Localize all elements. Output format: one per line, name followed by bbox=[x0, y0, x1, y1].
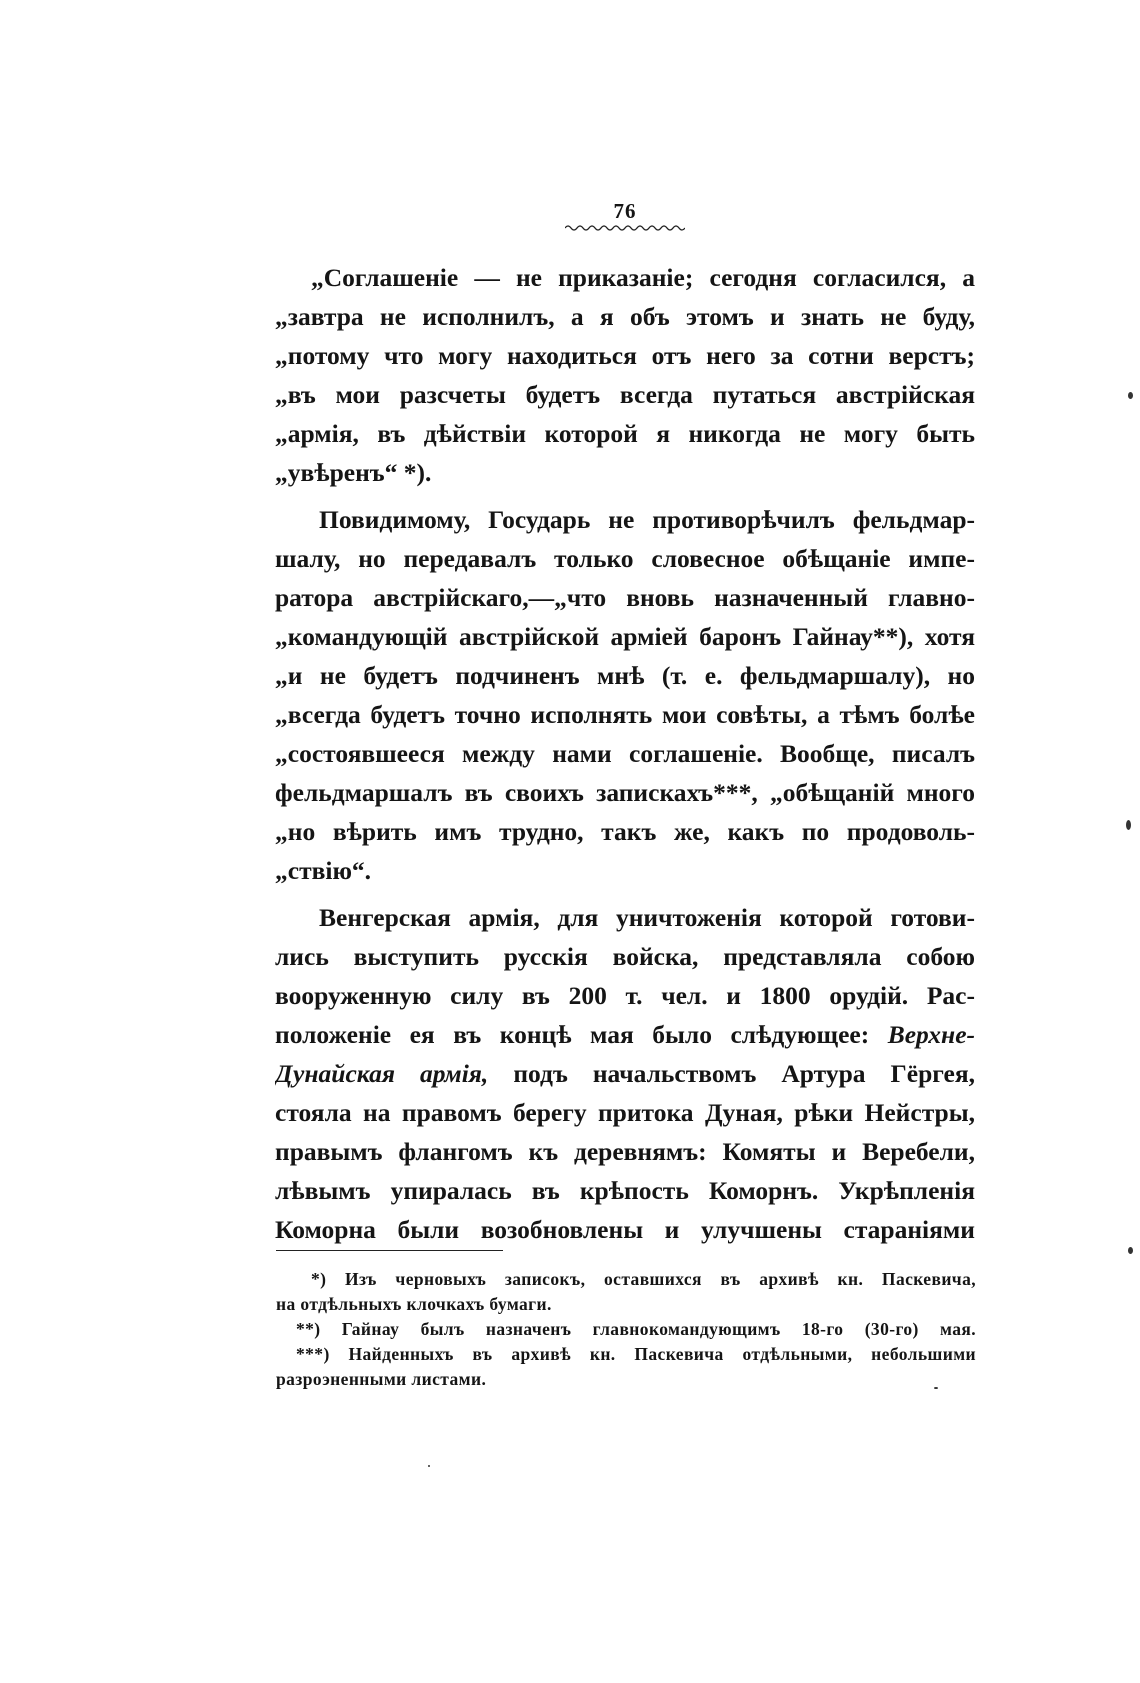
text-line: „ствiю“. bbox=[275, 856, 372, 885]
footnote-line: *) Изъ черновыхъ записокъ, оставшихся въ архивѣ кн. Паскевича, bbox=[311, 1269, 976, 1289]
text-line: шалу, но передавалъ только словесное обѣщанiе импе- bbox=[275, 544, 975, 573]
text-line bbox=[275, 1054, 975, 1093]
text-line: Венгерская армiя, для уничтоженiя которой готови- bbox=[319, 903, 975, 932]
text-line: правымъ флангомъ къ деревнямъ: Комяты и Веребели, bbox=[275, 1137, 975, 1166]
text-line: „Соглашенiе — не приказанiе; сегодня согласился, а bbox=[311, 263, 975, 292]
text-segment: подъ начальствомъ Артура Гёргея, bbox=[513, 1059, 975, 1088]
text-line: Повидимому, Государь не противорѣчилъ фельдмар- bbox=[319, 505, 975, 534]
text-line: „потому что могу находиться отъ него за сотни верстъ; bbox=[275, 341, 975, 370]
text-line: ратора австрiйскаго,—„что вновь назначенный главно- bbox=[275, 583, 975, 612]
text-line bbox=[275, 1015, 975, 1054]
text-line: „увѣренъ“ *). bbox=[275, 458, 432, 487]
text-line: „армiя, въ дѣйствiи которой я никогда не могу быть bbox=[275, 419, 975, 448]
footnote-line: **) Гайнау былъ назначенъ главнокомандующимъ 18-го (30-го) мая. bbox=[296, 1319, 976, 1339]
scan-speck bbox=[428, 1465, 430, 1467]
scan-speck bbox=[934, 1387, 938, 1389]
italic-term: Дунайская армiя, bbox=[275, 1059, 489, 1088]
text-line: фельдмаршалъ въ своихъ запискахъ***, „обѣщанiй много bbox=[275, 778, 975, 807]
text-line: вооруженную силу въ 200 т. чел. и 1800 орудiй. Рас- bbox=[275, 981, 975, 1010]
text-line: стояла на правомъ берегу притока Дуная, рѣки Нейстры, bbox=[275, 1098, 975, 1127]
footnote-line: разроэненными листами. bbox=[276, 1369, 487, 1389]
text-line: лись выступить русскiя войска, представляла собою bbox=[275, 942, 975, 971]
wavy-rule-ornament bbox=[565, 224, 685, 232]
italic-term: Верхне- bbox=[887, 1020, 975, 1049]
footnote-line: на отдѣльныхъ клочкахъ бумаги. bbox=[276, 1294, 552, 1314]
text-segment: положенiе ея въ концѣ мая было слѣдующее: bbox=[275, 1020, 870, 1049]
footnote-line: ***) Найденныхъ въ архивѣ кн. Паскевича отдѣльными, небольшими bbox=[296, 1344, 976, 1364]
paragraph-2 bbox=[275, 500, 975, 890]
text-line: „всегда будетъ точно исполнять мои совѣты, а тѣмъ болѣе bbox=[275, 700, 975, 729]
page-number: 76 bbox=[613, 199, 637, 223]
scan-speck bbox=[1126, 820, 1131, 830]
text-line: „въ мои разсчеты будетъ всегда путаться австрiйская bbox=[275, 380, 975, 409]
page-header bbox=[560, 200, 690, 232]
paragraph-3 bbox=[275, 898, 975, 1249]
text-line: „и не будетъ подчиненъ мнѣ (т. е. фельдмаршалу), но bbox=[275, 661, 975, 690]
text-line: „завтра не исполнилъ, а я объ этомъ и знать не буду, bbox=[275, 302, 975, 331]
paragraph-1 bbox=[275, 258, 975, 492]
text-line: лѣвымъ упиралась въ крѣпость Коморнъ. Укрѣпленiя bbox=[275, 1176, 975, 1205]
scan-speck bbox=[1128, 1247, 1133, 1254]
footnote-separator bbox=[276, 1250, 503, 1251]
footnotes bbox=[276, 1267, 976, 1392]
main-text bbox=[275, 258, 975, 1249]
text-line: „командующiй австрiйской армiей баронъ Гайнау**), хотя bbox=[275, 622, 975, 651]
scan-speck bbox=[1128, 392, 1133, 399]
text-line: „но вѣрить имъ трудно, такъ же, какъ по продоволь- bbox=[275, 817, 975, 846]
text-line: Коморна были возобновлены и улучшены старанiями bbox=[275, 1215, 975, 1244]
text-line: „состоявшееся между нами соглашенiе. Вообще, писалъ bbox=[275, 739, 975, 768]
